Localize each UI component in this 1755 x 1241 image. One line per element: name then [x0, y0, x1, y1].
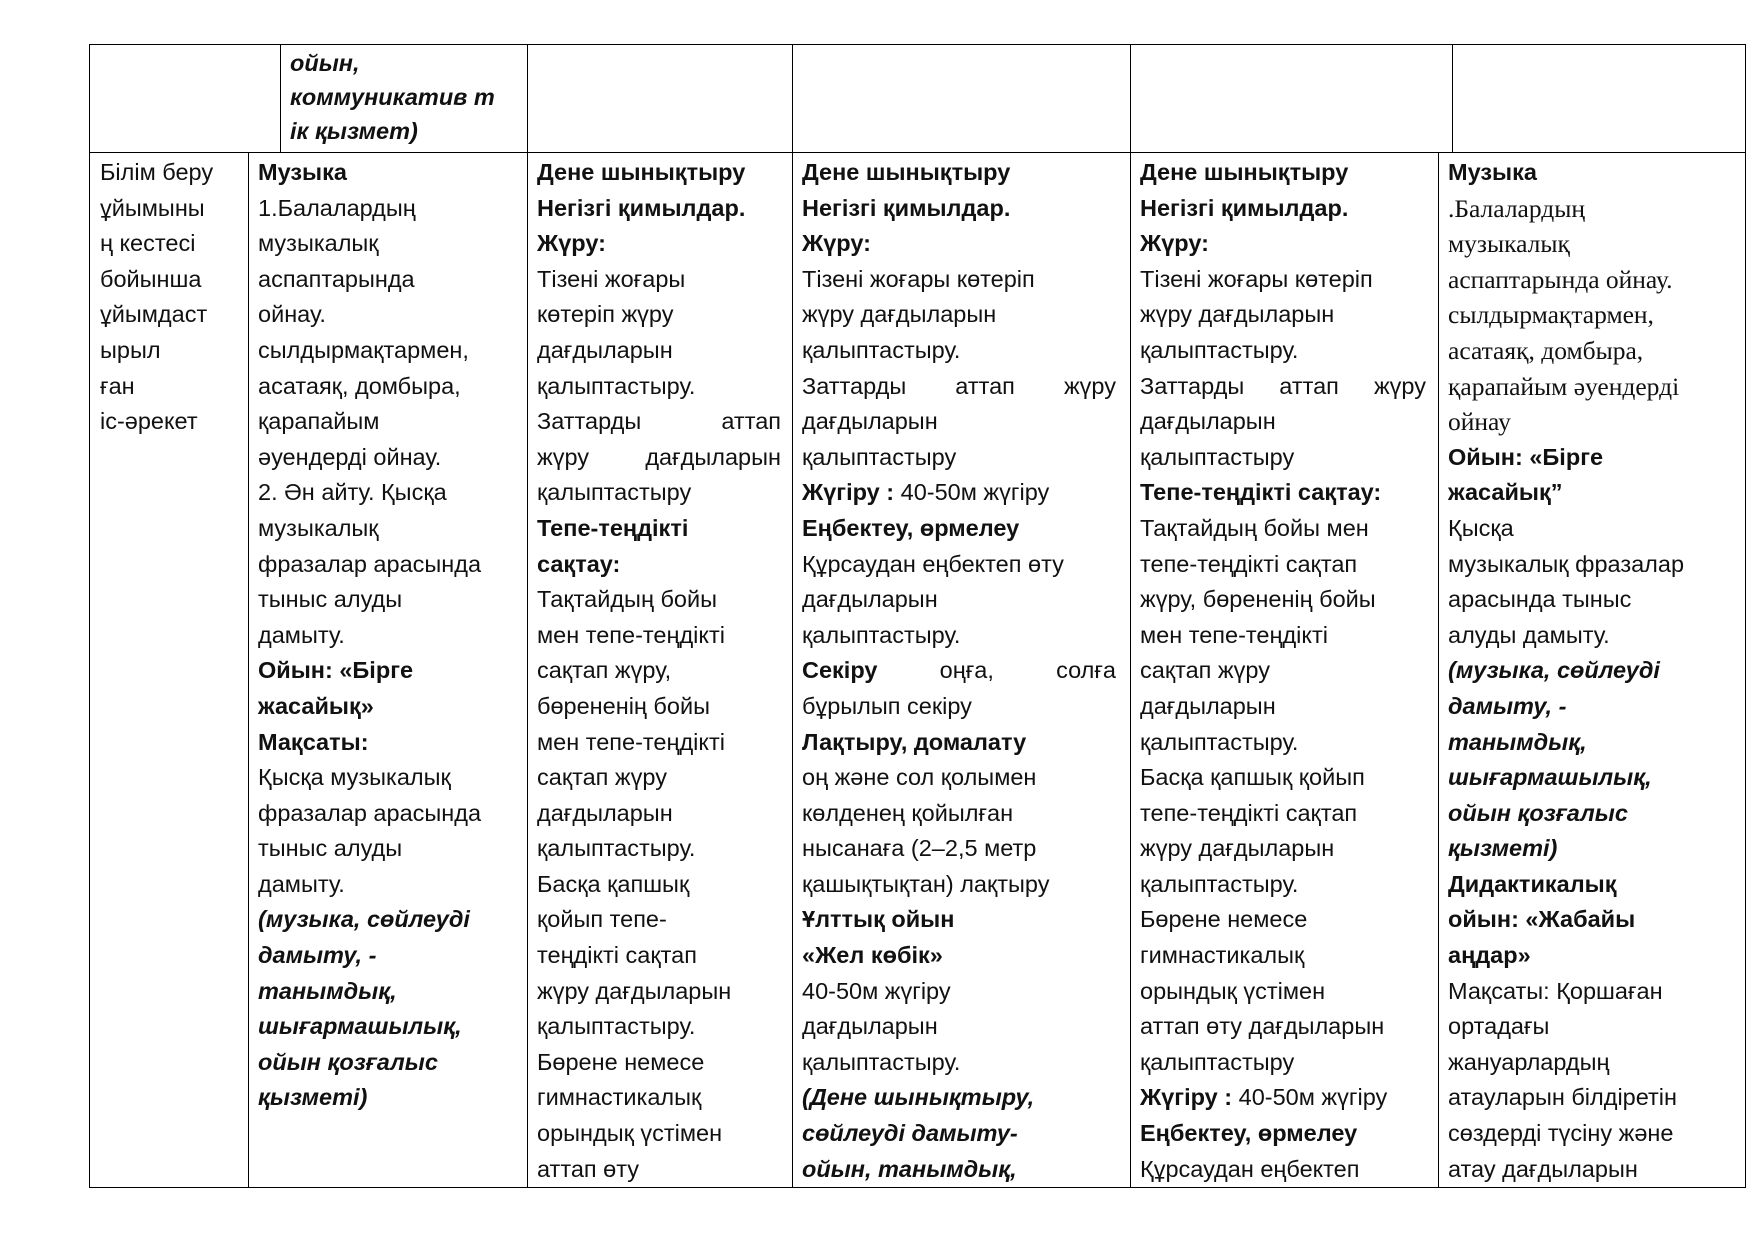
- text-line: Тақтайдың бойы мен: [1140, 514, 1369, 541]
- text-line: Басқа қапшық қойып: [1140, 764, 1365, 791]
- text-line: Дене шынықтыру: [1140, 159, 1349, 185]
- text-line: қалыптастыру.: [537, 1013, 696, 1040]
- text-line: [802, 475, 1116, 511]
- text-line: Дидактикалық: [1448, 870, 1617, 897]
- text-line: қалыптастыру: [802, 443, 957, 470]
- text-line: орындық үстімен: [537, 1120, 723, 1147]
- text-line: Заттарды аттап жүру: [802, 372, 1116, 399]
- text-line: орындық үстімен: [1140, 977, 1326, 1004]
- text-line: гимнастикалық: [537, 1084, 702, 1111]
- grid-line: [248, 152, 249, 1188]
- text-line: Ұлттық ойын: [802, 906, 955, 933]
- text-line: жүру дағдыларын: [537, 977, 732, 1004]
- grid-line: [1452, 44, 1453, 152]
- text-line: дағдыларын: [1140, 408, 1276, 435]
- text-line: қашықтықтан) лақтыру: [802, 870, 1050, 897]
- grid-line: [89, 152, 1746, 153]
- text-line: жасайық»: [258, 692, 374, 719]
- wednesday-pe-cell: [802, 155, 1116, 1187]
- text-line: фразалар арасында: [258, 550, 482, 577]
- text-line: ұйымыны: [100, 194, 205, 221]
- text-line: Қысқа: [1448, 514, 1514, 541]
- text-line: ған: [100, 372, 135, 399]
- text-line: Тепе-теңдікті сақтау:: [1140, 479, 1382, 506]
- text-line: әуендерді ойнау.: [258, 443, 442, 470]
- text-line: Бөрене немесе: [537, 1048, 705, 1075]
- text-line: қойып тепе-: [537, 906, 667, 933]
- grid-line: [89, 44, 90, 1188]
- text-line: Жүру:: [802, 230, 871, 257]
- text-line: ойнау.: [258, 301, 326, 328]
- text-line: алуды дамыту.: [1448, 621, 1610, 648]
- text-line: жүру, бөрененің бойы: [1140, 586, 1376, 613]
- text-line: Тепе-теңдікті: [537, 514, 689, 541]
- grid-line: [1130, 44, 1131, 1188]
- grid-line: [527, 44, 528, 1188]
- text-line: қалыптастыру.: [537, 835, 696, 862]
- text-line: 2. Ән айту. Қысқа: [258, 479, 447, 506]
- text-line: 1.Балалардың: [258, 194, 416, 221]
- text-line: Дене шынықтыру: [537, 159, 746, 185]
- text-line: ойын: «Жабайы: [1448, 906, 1636, 933]
- text-line: ортадағы: [1448, 1013, 1550, 1040]
- text-line: дамыту, -: [1448, 692, 1567, 719]
- grid-line: [792, 44, 793, 1188]
- text-line: Ойын: «Бірге: [258, 657, 414, 684]
- text-line: шығармашылық,: [1448, 764, 1652, 791]
- text-line: қалыптастыру.: [1140, 336, 1299, 363]
- grid-line: [89, 44, 1746, 45]
- text-line: Негізгі қимылдар.: [1140, 194, 1349, 221]
- text-line: Құрсаудан еңбектеп: [1140, 1155, 1360, 1182]
- text-line: Тақтайдың бойы: [537, 586, 718, 613]
- text-line: Бөрене немесе: [1140, 906, 1308, 933]
- text-line: атауларын білдіретін: [1448, 1084, 1677, 1111]
- text-line: тыныс алуды: [258, 586, 403, 613]
- text-line: атау дағдыларын: [1448, 1155, 1638, 1182]
- text-line: ұйымдаст: [100, 301, 208, 328]
- text-line: қалыптастыру: [537, 479, 692, 506]
- grid-line: [1745, 44, 1746, 1188]
- text-line: ң кестесі: [100, 230, 196, 257]
- friday-music-cell: [1448, 155, 1743, 1187]
- text-line: Тізені жоғары көтеріп: [802, 265, 1035, 292]
- text-line: қалыптастыру.: [802, 1048, 961, 1075]
- text-line: Тізені жоғары көтеріп: [1140, 265, 1373, 292]
- text-line: Дене шынықтыру: [802, 159, 1011, 185]
- text-line: жүру дағдыларын: [1140, 301, 1335, 328]
- text-line: Жүру:: [537, 230, 606, 257]
- text-line: ойын, танымдық,: [802, 1155, 1017, 1182]
- text-line: сақтау:: [537, 550, 621, 577]
- text-line: бұрылып секіру: [802, 692, 972, 719]
- text-line: мен тепе-теңдікті: [1140, 621, 1328, 648]
- text-line: қалыптастыру.: [1140, 870, 1299, 897]
- thursday-pe-cell: [1140, 155, 1426, 1187]
- text-line: танымдық,: [258, 977, 397, 1004]
- text-line: тыныс алуды: [258, 835, 403, 862]
- text-line: музыкалық: [1448, 229, 1570, 259]
- text-line: қалыптастыру: [1140, 1048, 1295, 1075]
- text-line: ырыл: [100, 336, 161, 363]
- grid-line: [1438, 152, 1439, 1188]
- text-line: Құрсаудан еңбектеп өту: [802, 550, 1064, 577]
- text-line: Еңбектеу, өрмелеу: [802, 514, 1020, 541]
- text-line: [802, 653, 1116, 689]
- text-line: қызметі): [1448, 835, 1558, 862]
- text-line: жасайық”: [1448, 479, 1563, 506]
- bold-term: Жүгіру :: [1140, 1084, 1233, 1111]
- text-line: жануарлардың: [1448, 1048, 1610, 1075]
- term-detail: 40-50м жүгіру: [894, 479, 1050, 506]
- text-line: бойынша: [100, 265, 202, 292]
- text-line: дағдыларын: [802, 1013, 938, 1040]
- text-line: Жүру:: [1140, 230, 1209, 257]
- text-line: сақтап жүру: [537, 764, 667, 791]
- text-line: аттап өту: [537, 1155, 639, 1182]
- text-line: мен тепе-теңдікті: [537, 728, 725, 755]
- text-line: асатаяқ, домбыра,: [258, 372, 461, 399]
- text-line: музыкалық: [258, 230, 379, 257]
- text-line: [1140, 1080, 1426, 1116]
- text-line: сылдырмақтармен,: [258, 336, 469, 363]
- org-activity-label-cell: [100, 155, 245, 440]
- text-line: сақтап жүру: [1140, 657, 1270, 684]
- text-line: Ойын: «Бірге: [1448, 443, 1604, 470]
- text-line: көтеріп жүру: [537, 301, 674, 328]
- text-line: Еңбектеу, өрмелеу: [1140, 1120, 1358, 1147]
- text-line: бөрененің бойы: [537, 692, 710, 719]
- text-line: аңдар»: [1448, 942, 1531, 969]
- text-line: ойын қозғалыс: [258, 1048, 438, 1075]
- text-line: дағдыларын: [802, 408, 938, 435]
- text-line: қалыптастыру.: [1140, 728, 1299, 755]
- monday-music-cell: [258, 155, 524, 1116]
- text-line: асатаяқ, домбыра,: [1448, 335, 1644, 365]
- text-line: теңдікті сақтап: [537, 942, 697, 969]
- bold-term: Секіру: [802, 657, 878, 684]
- text-line: шығармашылық,: [258, 1013, 462, 1040]
- text-line: Музыка: [1448, 159, 1537, 185]
- text-line: Негізгі қимылдар.: [537, 194, 746, 221]
- text-line: тепе-теңдікті сақтап: [1140, 799, 1358, 826]
- text-line: аттап өту дағдыларын: [1140, 1013, 1385, 1040]
- text-line: (Дене шынықтыру,: [802, 1084, 1035, 1111]
- text-line: қалыптастыру.: [537, 372, 696, 399]
- text-line: коммуникатив т: [290, 84, 495, 110]
- text-line: .Балалардың: [1448, 193, 1586, 223]
- text-line: Тізені жоғары: [537, 265, 686, 292]
- text-line: дамыту.: [258, 621, 345, 648]
- text-line: Қысқа музыкалық: [258, 764, 451, 791]
- text-line: дағдыларын: [1140, 692, 1276, 719]
- text-line: «Жел көбік»: [802, 942, 943, 969]
- text-line: тепе-теңдікті сақтап: [1140, 550, 1358, 577]
- text-line: аспаптарында: [258, 265, 415, 292]
- text-line: музыкалық фразалар: [1448, 550, 1685, 577]
- text-line: Мақсаты:: [258, 728, 369, 755]
- text-line: қарапайым әуендерді: [1448, 371, 1680, 401]
- text-line: Білім беру: [100, 159, 214, 185]
- text-line: қалыптастыру.: [802, 336, 961, 363]
- text-line: оң және сол қолымен: [802, 764, 1037, 791]
- term-detail: 40-50м жүгіру: [1232, 1084, 1388, 1111]
- text-line: қалыптастыру: [1140, 443, 1295, 470]
- text-line: нысанаға (2–2,5 метр: [802, 835, 1037, 862]
- text-line: дағдыларын: [537, 336, 673, 363]
- text-line: қызметі): [258, 1084, 368, 1111]
- text-line: мен тепе-теңдікті: [537, 621, 725, 648]
- text-line: дағдыларын: [802, 586, 938, 613]
- text-line: (музыка, сөйлеуді: [258, 906, 470, 933]
- text-line: дағдыларын: [537, 799, 673, 826]
- text-line: Заттарды аттап: [537, 408, 781, 435]
- text-line: Лақтыру, домалату: [802, 728, 1027, 755]
- text-line: сылдырмақтармен,: [1448, 300, 1654, 330]
- grid-line: [280, 44, 281, 152]
- text-line: Басқа қапшық: [537, 870, 690, 897]
- text-line: іс-әрекет: [100, 408, 198, 435]
- text-line: қалыптастыру.: [802, 621, 961, 648]
- text-line: танымдық,: [1448, 728, 1587, 755]
- text-line: аспаптарында ойнау.: [1448, 264, 1673, 294]
- text-line: 40-50м жүгіру: [802, 977, 951, 1004]
- text-line: фразалар арасында: [258, 799, 482, 826]
- text-line: музыкалық: [258, 514, 379, 541]
- text-line: жүру дағдыларын: [537, 443, 781, 470]
- text-line: Негізгі қимылдар.: [802, 194, 1011, 221]
- text-line: қарапайым: [258, 408, 380, 435]
- text-line: арасында тыныс: [1448, 586, 1632, 613]
- bold-term: Жүгіру :: [802, 479, 895, 506]
- text-line: сақтап жүру,: [537, 657, 672, 684]
- text-line: дамыту.: [258, 870, 345, 897]
- text-line: ойын,: [290, 50, 360, 76]
- text-line: сөздерді түсіну және: [1448, 1120, 1674, 1147]
- text-line: Заттарды аттап жүру: [1140, 372, 1426, 399]
- tuesday-pe-cell: [537, 155, 781, 1187]
- text-line: ік қызмет): [290, 118, 418, 144]
- text-line: жүру дағдыларын: [802, 301, 997, 328]
- text-line: ойнау: [1448, 407, 1511, 437]
- text-line: (музыка, сөйлеуді: [1448, 657, 1660, 684]
- text-line: дамыту, -: [258, 942, 377, 969]
- term-detail: оңға, солға: [877, 657, 1116, 684]
- text-line: ойын қозғалыс: [1448, 799, 1628, 826]
- text-line: Мақсаты: Қоршаған: [1448, 977, 1663, 1004]
- top-row-activity-cell: [290, 46, 525, 148]
- text-line: сөйлеуді дамыту-: [802, 1120, 1018, 1147]
- text-line: көлденең қойылған: [802, 799, 1014, 826]
- text-line: гимнастикалық: [1140, 942, 1305, 969]
- text-line: Музыка: [258, 159, 347, 185]
- text-line: жүру дағдыларын: [1140, 835, 1335, 862]
